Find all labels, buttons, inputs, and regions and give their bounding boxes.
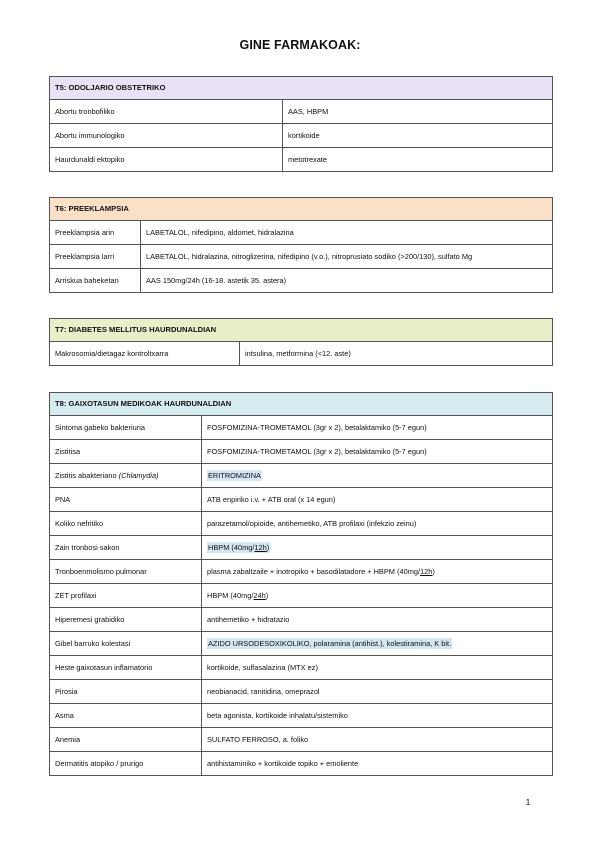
table-row	[50, 269, 553, 293]
treatment-cell	[202, 632, 553, 656]
table-row	[50, 728, 553, 752]
treatment-cell: FOSFOMIZINA-TROMETAMOL (3gr x 2), betalaktamiko (5-7 egun)	[202, 416, 553, 440]
condition-cell: PNA	[50, 488, 202, 512]
treatment-cell	[202, 584, 553, 608]
table-row	[50, 464, 553, 488]
table-row	[50, 416, 553, 440]
table-row	[50, 100, 553, 124]
treatment-cell	[202, 536, 553, 560]
treatment-underlined-text: 12h	[254, 543, 267, 552]
table-row	[50, 512, 553, 536]
condition-cell: Anemia	[50, 728, 202, 752]
table-row	[50, 221, 553, 245]
table-row	[50, 440, 553, 464]
table-row	[50, 560, 553, 584]
table-t8	[49, 392, 553, 776]
treatment-cell	[202, 560, 553, 584]
treatment-end-text: )	[265, 591, 269, 600]
treatment-cell: AAS, HBPM	[283, 100, 553, 124]
table-t8-header: T8: GAIXOTASUN MEDIKOAK HAURDUNALDIAN	[50, 393, 553, 416]
table-row	[50, 124, 553, 148]
treatment-cell: antihemetiko + hidratazio	[202, 608, 553, 632]
treatment-end-text: )	[432, 567, 435, 576]
table-t7-header: T7: DIABETES MELLITUS HAURDUNALDIAN	[50, 319, 553, 342]
treatment-text: HBPM (40mg/	[207, 591, 254, 600]
treatment-cell: antihistaminiko + kortikoide topiko + emoliente	[202, 752, 553, 776]
treatment-cell: LABETALOL, hidralazina, nitroglizerina, nifedipino (v.o.), nitroprusiato sodiko (>200/130), sulfato Mg	[141, 245, 553, 269]
table-row	[50, 148, 553, 172]
condition-cell: Hiperemesi grabidiko	[50, 608, 202, 632]
treatment-underlined-text: 12h	[420, 567, 433, 576]
treatment-cell: AAS 150mg/24h (16-18. astetik 35. astera)	[141, 269, 553, 293]
treatment-cell: FOSFOMIZINA-TROMETAMOL (3gr x 2), betalaktamiko (5-7 egun)	[202, 440, 553, 464]
table-row	[50, 704, 553, 728]
treatment-cell: ATB enpiriko i.v. + ATB oral (x 14 egun)	[202, 488, 553, 512]
condition-cell: Preeklampsia arin	[50, 221, 141, 245]
table-row	[50, 752, 553, 776]
condition-text: Zistitis abakteriano	[55, 471, 117, 480]
condition-cell: Pirosia	[50, 680, 202, 704]
treatment-cell	[202, 464, 553, 488]
highlighted-treatment: ERITROMIZINA	[208, 471, 261, 480]
treatment-underlined-text: 24h	[253, 591, 266, 600]
table-row	[50, 488, 553, 512]
condition-cell: Zistitisa	[50, 440, 202, 464]
condition-cell: Arriskua baheketan	[50, 269, 141, 293]
table-row	[50, 245, 553, 269]
condition-cell: Asma	[50, 704, 202, 728]
table-row	[50, 680, 553, 704]
treatment-end-text: )	[266, 543, 270, 552]
treatment-cell: kortikoide, sulfasalazina (MTX ez)	[202, 656, 553, 680]
condition-cell: Dermatitis atopiko / prurigo	[50, 752, 202, 776]
treatment-cell: kortikoide	[283, 124, 553, 148]
treatment-cell: metotrexate	[283, 148, 553, 172]
condition-cell: Haurdunaldi ektopiko	[50, 148, 283, 172]
highlighted-treatment: AZIDO URSODESOXIKOLIKO, polaramina (antihist.), kolestiramina, K bit.	[208, 639, 452, 648]
treatment-cell: beta agonista, kortikoide inhalatu/sistemiko	[202, 704, 553, 728]
condition-cell: Tronboenmolismo pulmonar	[50, 560, 202, 584]
table-t6	[49, 197, 553, 293]
table-row	[50, 536, 553, 560]
condition-cell: Preeklampsia larri	[50, 245, 141, 269]
condition-cell: Gibel barruko kolestasi	[50, 632, 202, 656]
treatment-text: HBPM (40mg/	[208, 543, 255, 552]
table-row	[50, 656, 553, 680]
page-number: 1	[525, 797, 531, 807]
treatment-cell: neobianacid, ranitidina, omeprazol	[202, 680, 553, 704]
treatment-cell: parazetamol/opioide, antihemetiko, ATB profilaxi (infekzio zeinu)	[202, 512, 553, 536]
highlighted-treatment	[207, 542, 270, 553]
table-t7	[49, 318, 553, 366]
table-t6-header: T6: PREEKLAMPSIA	[50, 198, 553, 221]
treatment-cell: intsulina, metformina (<12. aste)	[240, 342, 553, 366]
condition-italic-text: (Chlamydia)	[118, 471, 159, 480]
table-row	[50, 608, 553, 632]
table-row	[50, 584, 553, 608]
condition-cell: Abortu tronbofiliko	[50, 100, 283, 124]
table-t5	[49, 76, 553, 172]
table-row	[50, 342, 553, 366]
table-row	[50, 632, 553, 656]
treatment-cell: LABETALOL, nifedipino, aldomet, hidralazina	[141, 221, 553, 245]
treatment-cell: SULFATO FERROSO, a. foliko	[202, 728, 553, 752]
condition-cell: Heste gaixotasun inflamatorio	[50, 656, 202, 680]
condition-cell: Makrosomia/dietagaz kontroltxarra	[50, 342, 240, 366]
condition-cell	[50, 464, 202, 488]
table-t5-header: T5: ODOLJARIO OBSTETRIKO	[50, 77, 553, 100]
page-title: GINE FARMAKOAK:	[239, 38, 361, 52]
treatment-text: plasma zabaltzaile + inotropiko + basodilatadore + HBPM (40mg/	[207, 567, 421, 576]
condition-cell: ZET profilaxi	[50, 584, 202, 608]
condition-cell: Abortu immunologiko	[50, 124, 283, 148]
condition-cell: Zain tronbosi sakon	[50, 536, 202, 560]
condition-cell: Sintoma gabeko bakteriuria	[50, 416, 202, 440]
condition-cell: Koliko nefritiko	[50, 512, 202, 536]
